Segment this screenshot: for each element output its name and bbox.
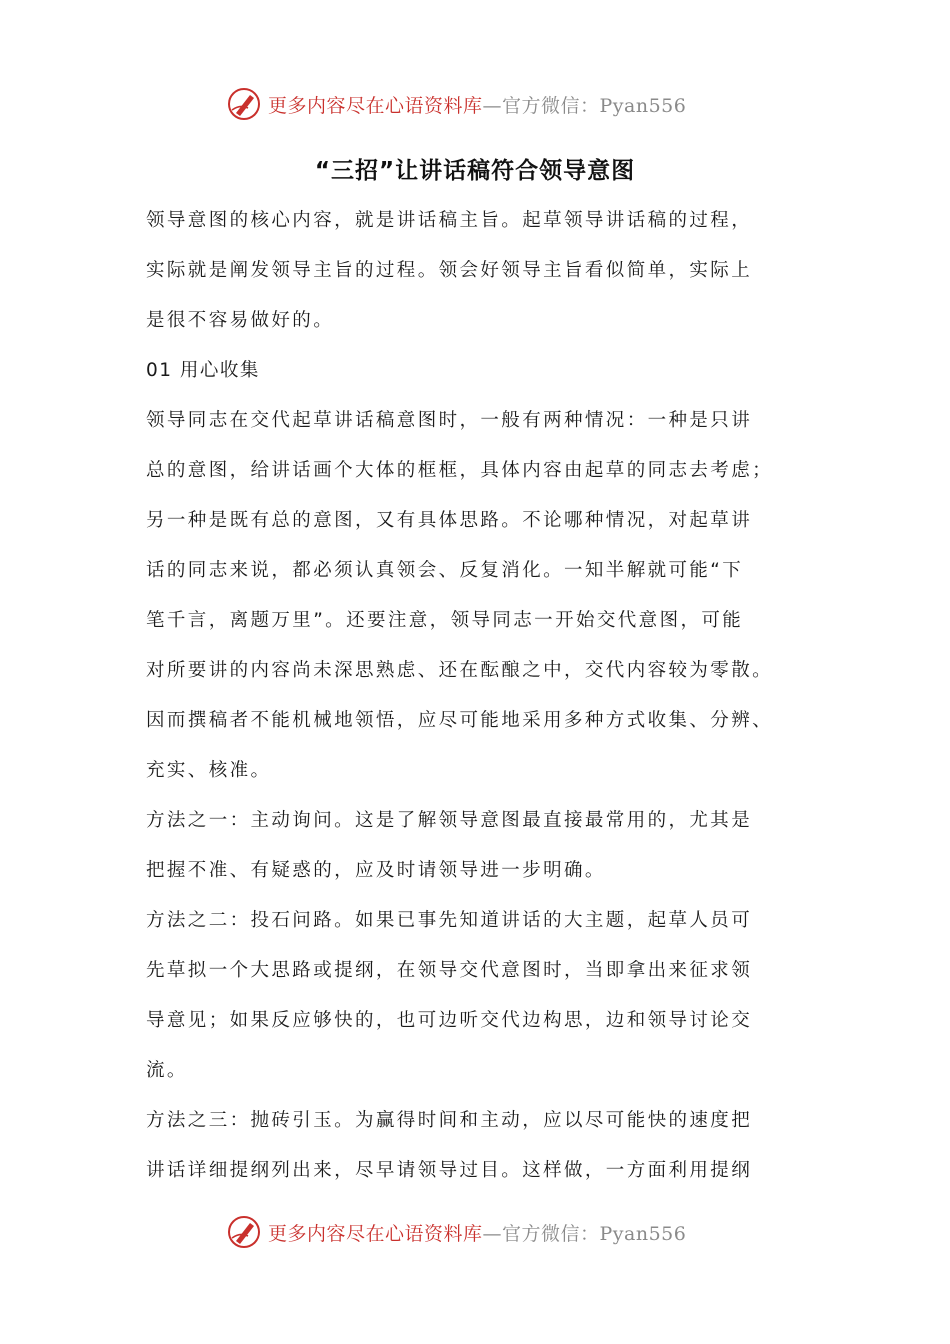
paragraph-intro: 领导意图的核心内容，就是讲话稿主旨。起草领导讲话稿的过程， 实际就是阐发领导主旨的过程。领会好领导主旨看似简单，实际上 是很不容易做好的。: [146, 210, 753, 331]
watermark-contact: —官方微信：Pyan556: [482, 1222, 687, 1245]
document-title: “三招”让讲话稿符合领导意图: [314, 158, 636, 184]
header-watermark: [226, 86, 686, 122]
paragraph-method-1: 方法之一：主动询问。这是了解领导意图最直接最常用的，尤其是 把握不准、有疑惑的，应及时请领导进一步明确。: [146, 810, 753, 881]
footer-watermark: [226, 1214, 686, 1250]
pen-nib-logo-icon: [226, 1214, 262, 1250]
paragraph-collect: 领导同志在交代起草讲话稿意图时，一般有两种情况：一种是只讲 总的意图，给讲话画个大体的框框，具体内容由起草的同志去考虑； 另一种是既有总的意图，又有具体思路。不论哪种情况，对起草讲 话的同志来说，都必须认真领会、反复消化。一知半解就可能“下 笔千言，离题万里”。还要注意，领导同志一开始交代意图，可能 对所要讲的内容尚未深思熟虑、还在酝酿之中，交代内容较为零散。 因而撰稿者不能机械地领悟，应尽可能地采用多种方式收集、分辨、 充实、核准。: [146, 410, 774, 781]
watermark-brand: 更多内容尽在心语资料库: [268, 94, 483, 117]
paragraph-method-3: 方法之三：抛砖引玉。为赢得时间和主动，应以尽可能快的速度把 讲话详细提纲列出来，尽早请领导过目。这样做，一方面利用提纲: [146, 1110, 753, 1181]
paragraph-method-2: 方法之二：投石问路。如果已事先知道讲话的大主题，起草人员可 先草拟一个大思路或提纲，在领导交代意图时，当即拿出来征求领 导意见；如果反应够快的，也可边听交代边构思，边和领导讨论交 流。: [146, 910, 753, 1081]
pen-nib-logo-icon: [226, 86, 262, 122]
watermark-contact: —官方微信：Pyan556: [482, 94, 687, 117]
document-body: [146, 196, 822, 1196]
watermark-brand: 更多内容尽在心语资料库: [268, 1222, 483, 1245]
section-heading: 01 用心收集: [146, 360, 260, 381]
